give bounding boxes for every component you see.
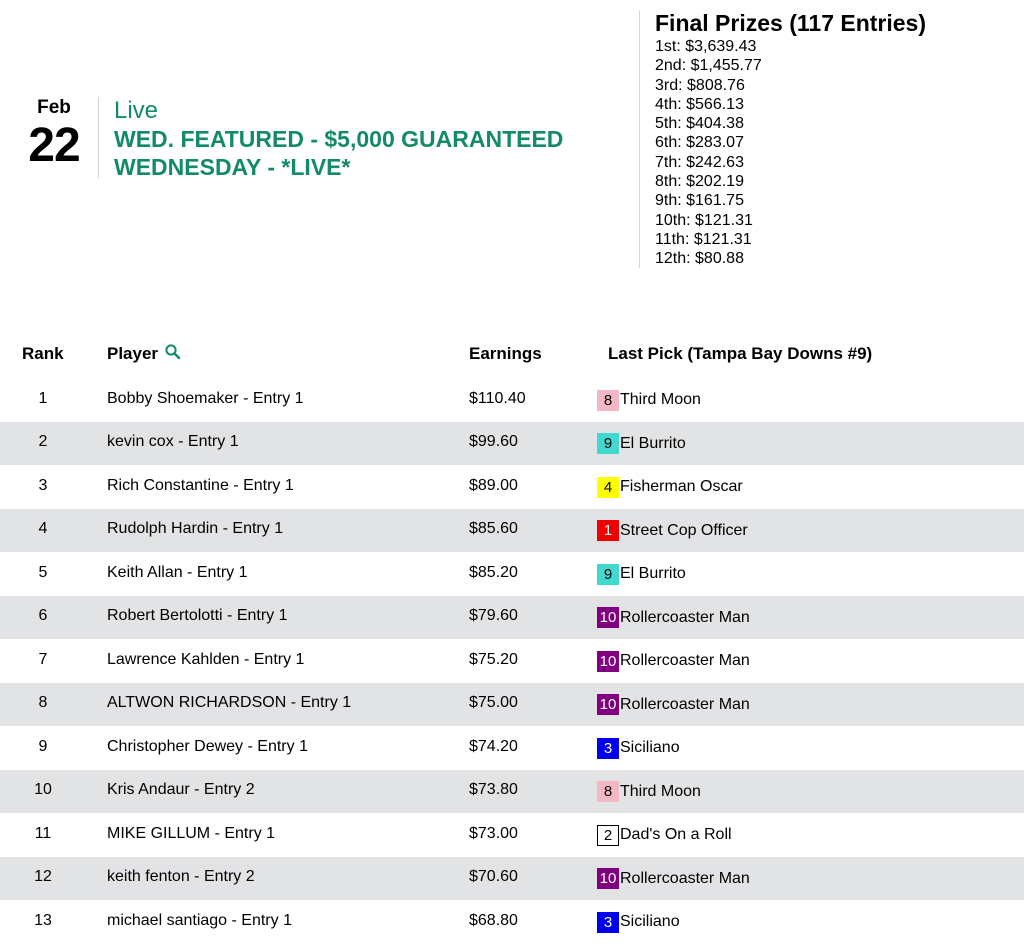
post-position-badge: 9: [597, 564, 619, 585]
table-row[interactable]: [0, 683, 1024, 727]
post-position-badge: 4: [597, 477, 619, 498]
search-icon[interactable]: [164, 343, 182, 361]
post-position-badge: 10: [597, 607, 619, 628]
prizes-list: [655, 37, 926, 269]
player-name[interactable]: Christopher Dewey - Entry 1: [107, 737, 308, 755]
horse-name: Rollercoaster Man: [620, 869, 750, 887]
header-divider: [98, 97, 99, 179]
rank-cell: 6: [38, 607, 48, 625]
post-position-badge: 9: [597, 433, 619, 454]
horse-name: Dad's On a Roll: [620, 826, 732, 844]
column-header-last-pick: Last Pick (Tampa Bay Downs #9): [608, 344, 873, 363]
horse-name: Rollercoaster Man: [620, 652, 750, 670]
rank-cell: 5: [38, 563, 48, 581]
post-position-badge: 1: [597, 520, 619, 541]
player-name[interactable]: Robert Bertolotti - Entry 1: [107, 607, 288, 625]
table-row[interactable]: [0, 726, 1024, 770]
player-name[interactable]: Rich Constantine - Entry 1: [107, 476, 294, 494]
event-info: [114, 97, 614, 181]
rank-cell: 9: [38, 737, 48, 755]
earnings-cell: $110.40: [469, 389, 526, 407]
earnings-cell: $70.60: [469, 868, 518, 886]
rank-cell: 8: [38, 694, 48, 712]
last-pick-cell: [597, 607, 750, 628]
last-pick-cell: [597, 912, 680, 933]
post-position-badge: 3: [597, 912, 619, 933]
event-date-day: 22: [28, 119, 80, 172]
player-name[interactable]: keith fenton - Entry 2: [107, 868, 255, 886]
rank-cell: 11: [34, 824, 52, 842]
column-header-player: [107, 344, 182, 364]
last-pick-cell: [597, 433, 686, 454]
earnings-cell: $89.00: [469, 476, 518, 494]
horse-name: El Burrito: [620, 434, 686, 452]
rank-cell: 1: [38, 389, 48, 407]
column-header-player-label: Player: [107, 344, 159, 363]
rank-cell: 2: [38, 433, 48, 451]
post-position-badge: 8: [597, 781, 619, 802]
post-position-badge: 8: [597, 390, 619, 411]
table-row[interactable]: [0, 639, 1024, 683]
rank-cell: 7: [38, 650, 48, 668]
prize-item: 8th: $202.19: [655, 173, 744, 191]
prize-item: 10th: $121.31: [655, 211, 753, 229]
player-name[interactable]: michael santiago - Entry 1: [107, 911, 292, 929]
prize-item: 1st: $3,639.43: [655, 38, 757, 55]
table-row[interactable]: [0, 770, 1024, 814]
earnings-cell: $75.00: [469, 694, 518, 712]
earnings-cell: $74.20: [469, 737, 518, 755]
post-position-badge: 2: [597, 825, 619, 846]
horse-name: Third Moon: [620, 782, 701, 800]
table-row[interactable]: [0, 857, 1024, 901]
horse-name: Siciliano: [620, 739, 680, 757]
last-pick-cell: [597, 738, 680, 759]
event-status: Live: [114, 97, 159, 124]
post-position-badge: 10: [597, 651, 619, 672]
prize-item: 2nd: $1,455.77: [655, 57, 762, 75]
table-row[interactable]: [0, 509, 1024, 553]
table-row[interactable]: [0, 552, 1024, 596]
prize-item: 5th: $404.38: [655, 115, 744, 133]
last-pick-cell: [597, 520, 748, 541]
prize-item: 6th: $283.07: [655, 134, 744, 152]
player-name[interactable]: Rudolph Hardin - Entry 1: [107, 520, 284, 538]
last-pick-cell: [597, 694, 750, 715]
prize-item: 7th: $242.63: [655, 153, 744, 171]
table-row[interactable]: [0, 900, 1024, 944]
horse-name: Fisherman Oscar: [620, 478, 743, 496]
table-row[interactable]: [0, 422, 1024, 466]
final-prizes-panel: [655, 9, 926, 269]
last-pick-cell: [597, 477, 743, 498]
rank-cell: 3: [38, 476, 48, 494]
player-name[interactable]: kevin cox - Entry 1: [107, 433, 239, 451]
player-name[interactable]: ALTWON RICHARDSON - Entry 1: [107, 694, 352, 712]
table-header: [0, 334, 1024, 372]
prizes-divider: [639, 10, 640, 268]
earnings-cell: $73.80: [469, 781, 518, 799]
earnings-cell: $68.80: [469, 911, 518, 929]
prize-item: 3rd: $808.76: [655, 76, 745, 94]
event-title: WED. FEATURED - $5,000 GUARANTEED WEDNESDAY - *LIVE*: [114, 126, 564, 180]
prize-item: 12th: $80.88: [655, 250, 744, 268]
leaderboard-table: [0, 334, 1024, 931]
rank-cell: 12: [34, 868, 52, 886]
table-row[interactable]: [0, 813, 1024, 857]
earnings-cell: $99.60: [469, 433, 518, 451]
player-name[interactable]: Lawrence Kahlden - Entry 1: [107, 650, 305, 668]
earnings-cell: $73.00: [469, 824, 518, 842]
last-pick-cell: [597, 781, 701, 802]
player-name[interactable]: Kris Andaur - Entry 2: [107, 781, 255, 799]
rank-cell: 13: [34, 911, 52, 929]
earnings-cell: $79.60: [469, 607, 518, 625]
horse-name: Third Moon: [620, 391, 701, 409]
event-date: [22, 96, 86, 172]
earnings-cell: $75.20: [469, 650, 518, 668]
last-pick-cell: [597, 868, 750, 889]
final-prizes-title: Final Prizes (117 Entries): [655, 10, 927, 36]
rank-cell: 4: [38, 520, 48, 538]
player-name[interactable]: Keith Allan - Entry 1: [107, 563, 248, 581]
horse-name: Rollercoaster Man: [620, 695, 750, 713]
post-position-badge: 10: [597, 694, 619, 715]
table-row[interactable]: [0, 465, 1024, 509]
column-header-rank: Rank: [22, 344, 64, 363]
prize-item: 9th: $161.75: [655, 192, 744, 210]
last-pick-cell: [597, 390, 701, 411]
earnings-cell: $85.20: [469, 563, 518, 581]
prize-item: 11th: $121.31: [655, 230, 752, 248]
earnings-cell: $85.60: [469, 520, 518, 538]
post-position-badge: 10: [597, 868, 619, 889]
last-pick-cell: [597, 651, 750, 672]
player-name[interactable]: MIKE GILLUM - Entry 1: [107, 824, 276, 842]
column-header-earnings: Earnings: [469, 344, 542, 363]
table-row[interactable]: [0, 378, 1024, 422]
last-pick-cell: [597, 564, 686, 585]
horse-name: El Burrito: [620, 565, 686, 583]
event-date-month: Feb: [37, 97, 71, 118]
table-row[interactable]: [0, 596, 1024, 640]
horse-name: Rollercoaster Man: [620, 608, 750, 626]
post-position-badge: 3: [597, 738, 619, 759]
horse-name: Street Cop Officer: [620, 521, 748, 539]
player-name[interactable]: Bobby Shoemaker - Entry 1: [107, 389, 304, 407]
last-pick-cell: [597, 825, 732, 846]
horse-name: Siciliano: [620, 913, 680, 931]
prize-item: 4th: $566.13: [655, 95, 744, 113]
rank-cell: 10: [34, 781, 52, 799]
